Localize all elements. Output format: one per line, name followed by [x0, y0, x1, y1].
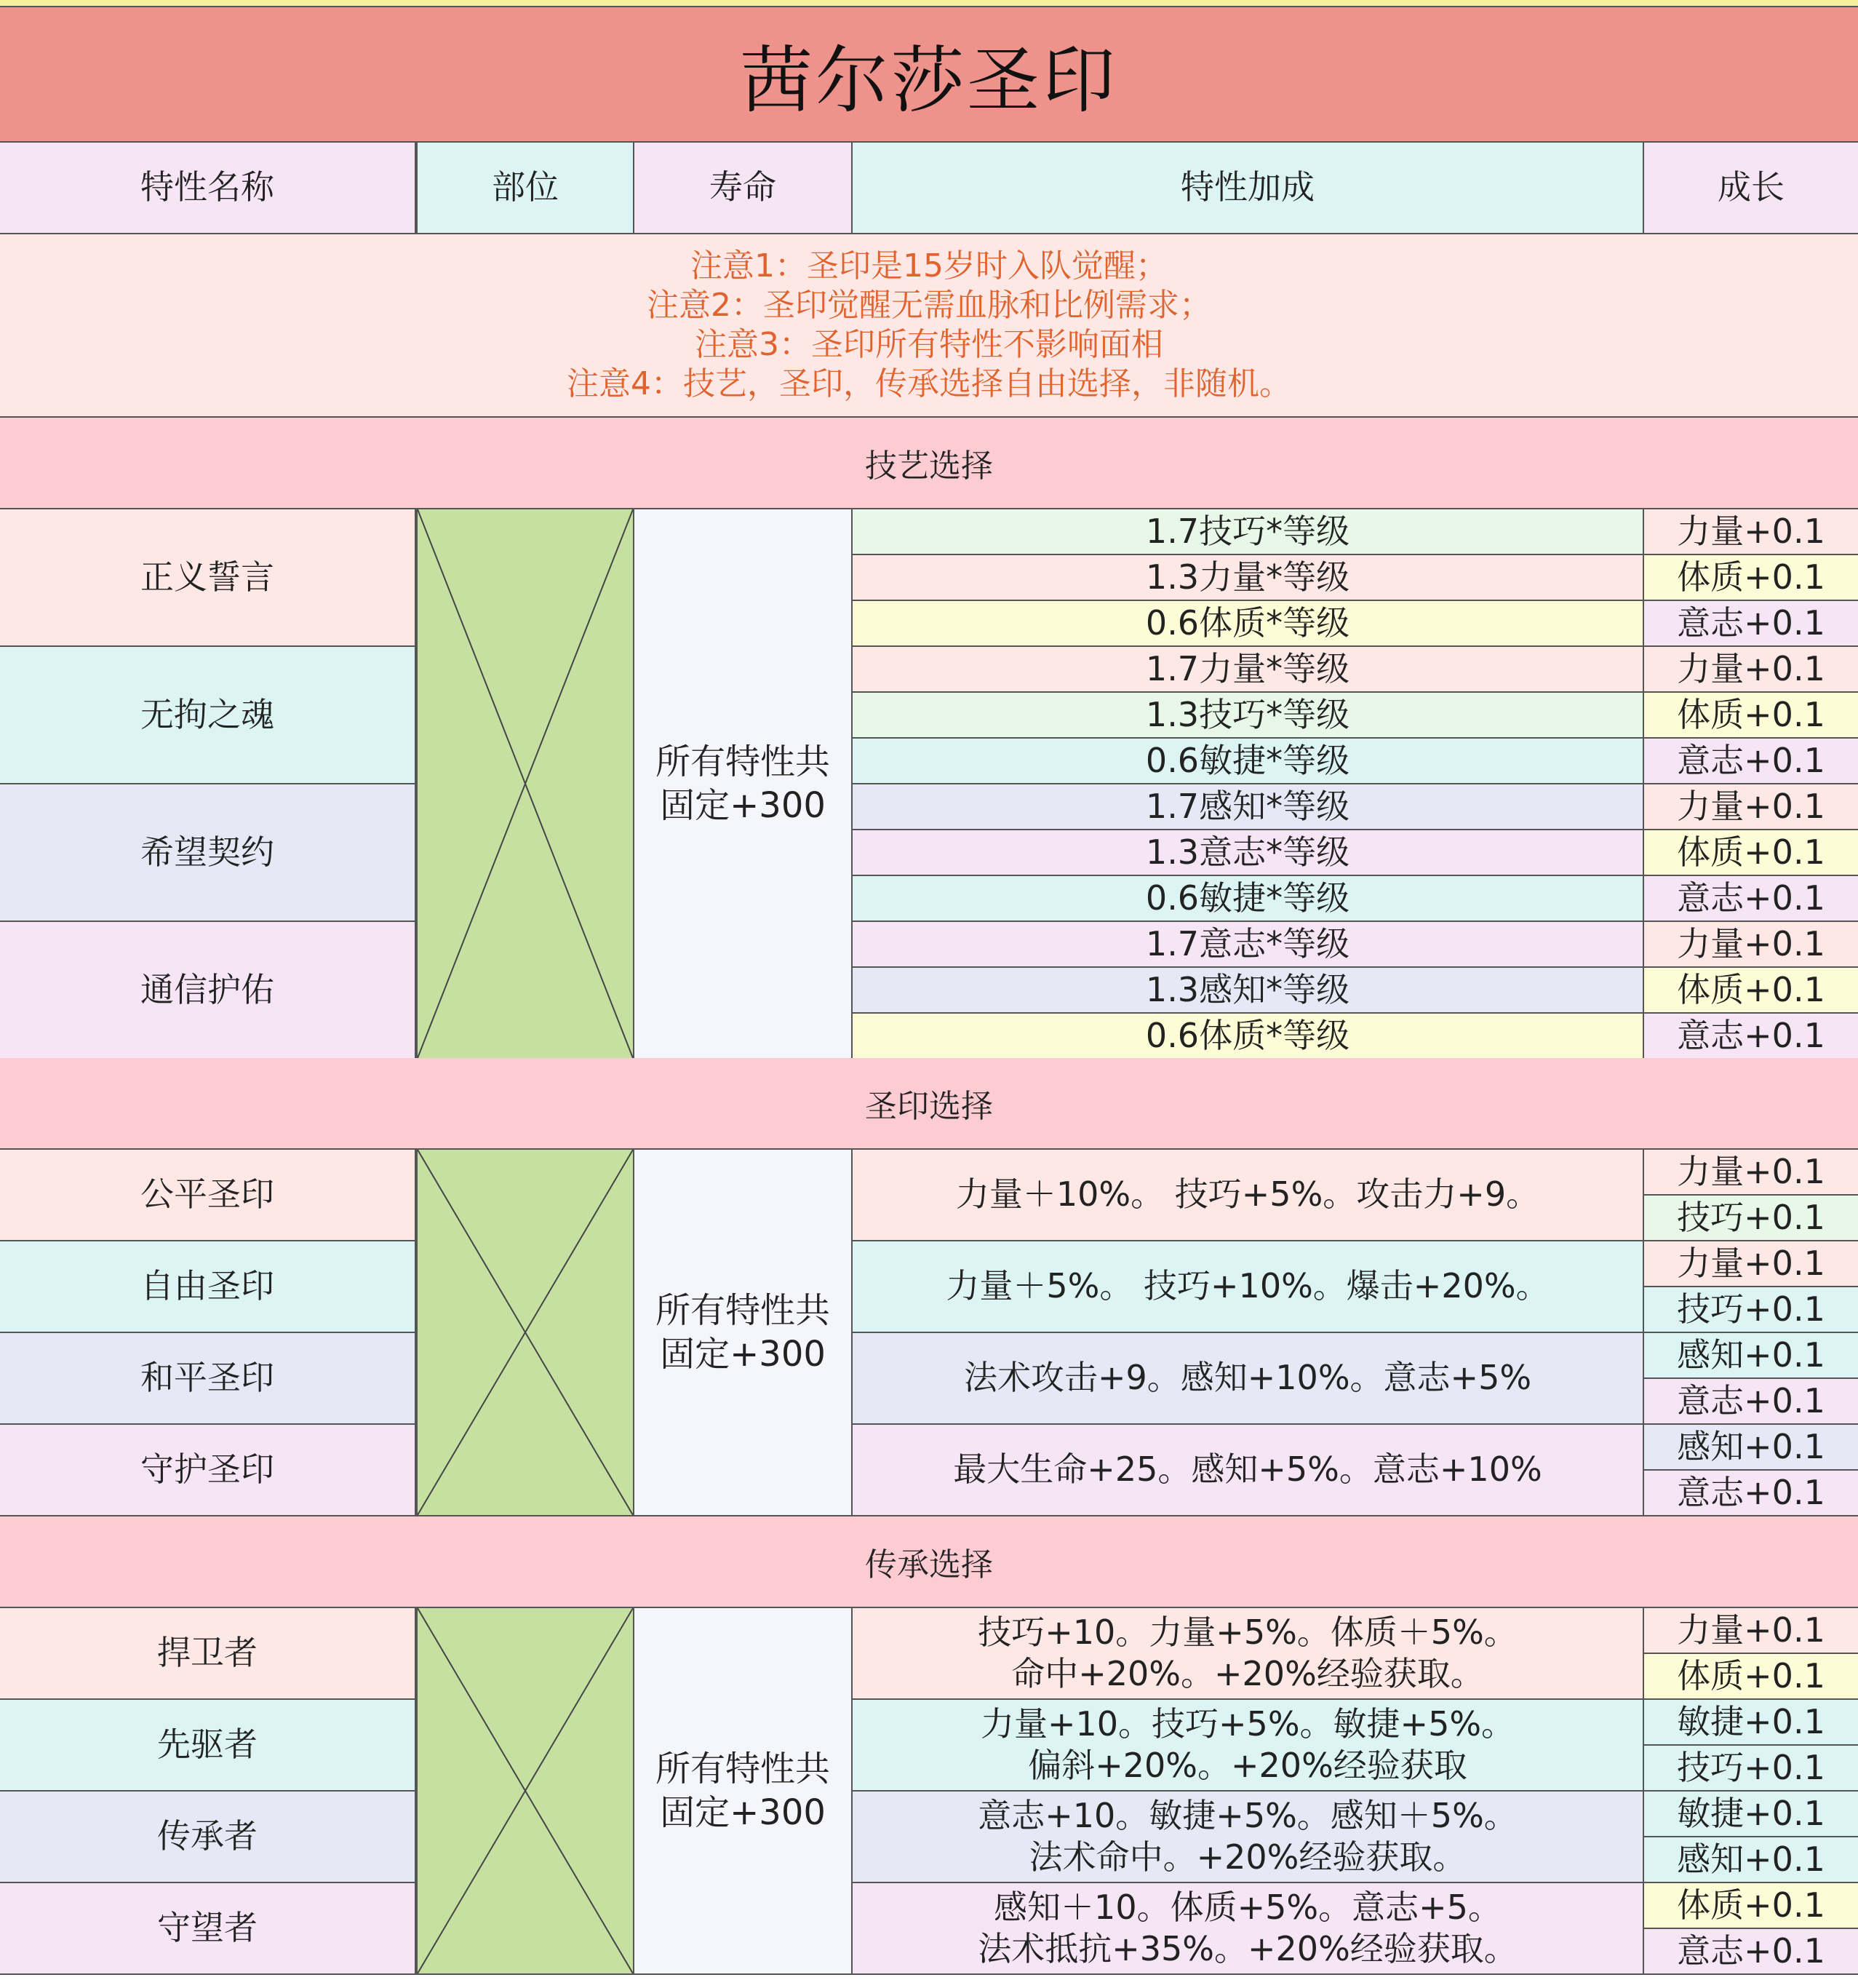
section-seal-header: 圣印选择 [0, 1058, 1858, 1150]
note-line: 注意1：圣印是15岁时入队觉醒； [690, 247, 1168, 285]
skill-growth: 体质+0.1 [1644, 555, 1858, 601]
legacy-growth: 感知+0.1 [1644, 1837, 1858, 1883]
slot-cross-cell [416, 1608, 634, 1975]
seal-growth: 感知+0.1 [1644, 1425, 1858, 1471]
seal-name: 自由圣印 [0, 1241, 416, 1333]
life-cell: 所有特性共 固定+300 [634, 509, 853, 1059]
cross-mark-icon [418, 1150, 633, 1515]
top-strip [0, 0, 1858, 7]
seal-bonus: 法术攻击+9。感知+10%。意志+5% [853, 1333, 1644, 1425]
legacy-growth: 敏捷+0.1 [1644, 1792, 1858, 1837]
legacy-growth: 体质+0.1 [1644, 1883, 1858, 1929]
skill-bonus: 1.3感知*等级 [853, 968, 1644, 1014]
skill-bonus: 1.3意志*等级 [853, 830, 1644, 876]
legacy-bonus: 感知＋10。体质+5%。意志+5。 法术抵抗+35%。+20%经验获取。 [853, 1883, 1644, 1975]
life-cell: 所有特性共 固定+300 [634, 1608, 853, 1975]
skill-bonus: 1.7意志*等级 [853, 922, 1644, 968]
skill-growth: 力量+0.1 [1644, 509, 1858, 555]
skill-name: 正义誓言 [0, 509, 416, 647]
header-life: 寿命 [634, 143, 853, 234]
header-bonus: 特性加成 [853, 143, 1644, 234]
seal-growth: 技巧+0.1 [1644, 1287, 1858, 1333]
seal-bonus: 力量＋10%。 技巧+5%。攻击力+9。 [853, 1150, 1644, 1241]
seal-bonus: 力量＋5%。 技巧+10%。爆击+20%。 [853, 1241, 1644, 1333]
slot-cross-cell [416, 1150, 634, 1516]
legacy-name: 先驱者 [0, 1700, 416, 1792]
seal-name: 公平圣印 [0, 1150, 416, 1241]
notice-box [0, 234, 1858, 418]
legacy-name: 捍卫者 [0, 1608, 416, 1700]
seal-bonus: 最大生命+25。感知+5%。意志+10% [853, 1425, 1644, 1516]
life-cell: 所有特性共 固定+300 [634, 1150, 853, 1516]
skill-name: 希望契约 [0, 784, 416, 922]
header-growth: 成长 [1644, 143, 1858, 234]
legacy-bonus: 力量+10。技巧+5%。敏捷+5%。 偏斜+20%。+20%经验获取 [853, 1700, 1644, 1792]
skill-bonus: 0.6体质*等级 [853, 1014, 1644, 1059]
note-line: 注意2：圣印觉醒无需血脉和比例需求； [647, 287, 1211, 324]
skill-bonus: 1.7感知*等级 [853, 784, 1644, 830]
skill-bonus: 1.3力量*等级 [853, 555, 1644, 601]
skill-growth: 力量+0.1 [1644, 784, 1858, 830]
skill-name: 通信护佑 [0, 922, 416, 1059]
legacy-growth: 体质+0.1 [1644, 1654, 1858, 1700]
legacy-growth: 力量+0.1 [1644, 1608, 1858, 1654]
seal-name: 和平圣印 [0, 1333, 416, 1425]
seal-name: 守护圣印 [0, 1425, 416, 1516]
slot-cross-cell [416, 509, 634, 1059]
note-line: 注意4：技艺，圣印，传承选择自由选择，非随机。 [567, 365, 1291, 402]
header-name: 特性名称 [0, 143, 416, 234]
seal-growth: 感知+0.1 [1644, 1333, 1858, 1379]
skill-bonus: 0.6敏捷*等级 [853, 876, 1644, 922]
header-slot: 部位 [416, 143, 634, 234]
seal-growth: 力量+0.1 [1644, 1150, 1858, 1196]
section-skill-header: 技艺选择 [0, 418, 1858, 509]
note-line: 注意3：圣印所有特性不影响面相 [695, 326, 1163, 363]
skill-growth: 体质+0.1 [1644, 830, 1858, 876]
cross-mark-icon [418, 509, 633, 1058]
legacy-growth: 敏捷+0.1 [1644, 1700, 1858, 1746]
legacy-bonus: 意志+10。敏捷+5%。感知＋5%。 法术命中。+20%经验获取。 [853, 1792, 1644, 1883]
seal-growth: 力量+0.1 [1644, 1241, 1858, 1287]
skill-growth: 力量+0.1 [1644, 647, 1858, 693]
skill-growth: 意志+0.1 [1644, 876, 1858, 922]
seal-growth: 技巧+0.1 [1644, 1196, 1858, 1241]
seal-growth: 意志+0.1 [1644, 1379, 1858, 1425]
skill-bonus: 1.3技巧*等级 [853, 693, 1644, 739]
legacy-growth: 技巧+0.1 [1644, 1746, 1858, 1792]
seal-growth: 意志+0.1 [1644, 1471, 1858, 1516]
skill-growth: 体质+0.1 [1644, 968, 1858, 1014]
skill-growth: 意志+0.1 [1644, 739, 1858, 784]
legacy-name: 传承者 [0, 1792, 416, 1883]
skill-bonus: 0.6体质*等级 [853, 601, 1644, 647]
skill-name: 无拘之魂 [0, 647, 416, 784]
skill-bonus: 0.6敏捷*等级 [853, 739, 1644, 784]
section-legacy-header: 传承选择 [0, 1516, 1858, 1608]
legacy-growth: 意志+0.1 [1644, 1929, 1858, 1975]
page-title: 茜尔莎圣印 [0, 7, 1858, 143]
skill-bonus: 1.7力量*等级 [853, 647, 1644, 693]
skill-growth: 力量+0.1 [1644, 922, 1858, 968]
legacy-name: 守望者 [0, 1883, 416, 1975]
skill-growth: 意志+0.1 [1644, 601, 1858, 647]
skill-growth: 意志+0.1 [1644, 1014, 1858, 1059]
cross-mark-icon [418, 1608, 633, 1973]
skill-bonus: 1.7技巧*等级 [853, 509, 1644, 555]
skill-growth: 体质+0.1 [1644, 693, 1858, 739]
legacy-bonus: 技巧+10。力量+5%。体质＋5%。 命中+20%。+20%经验获取。 [853, 1608, 1644, 1700]
